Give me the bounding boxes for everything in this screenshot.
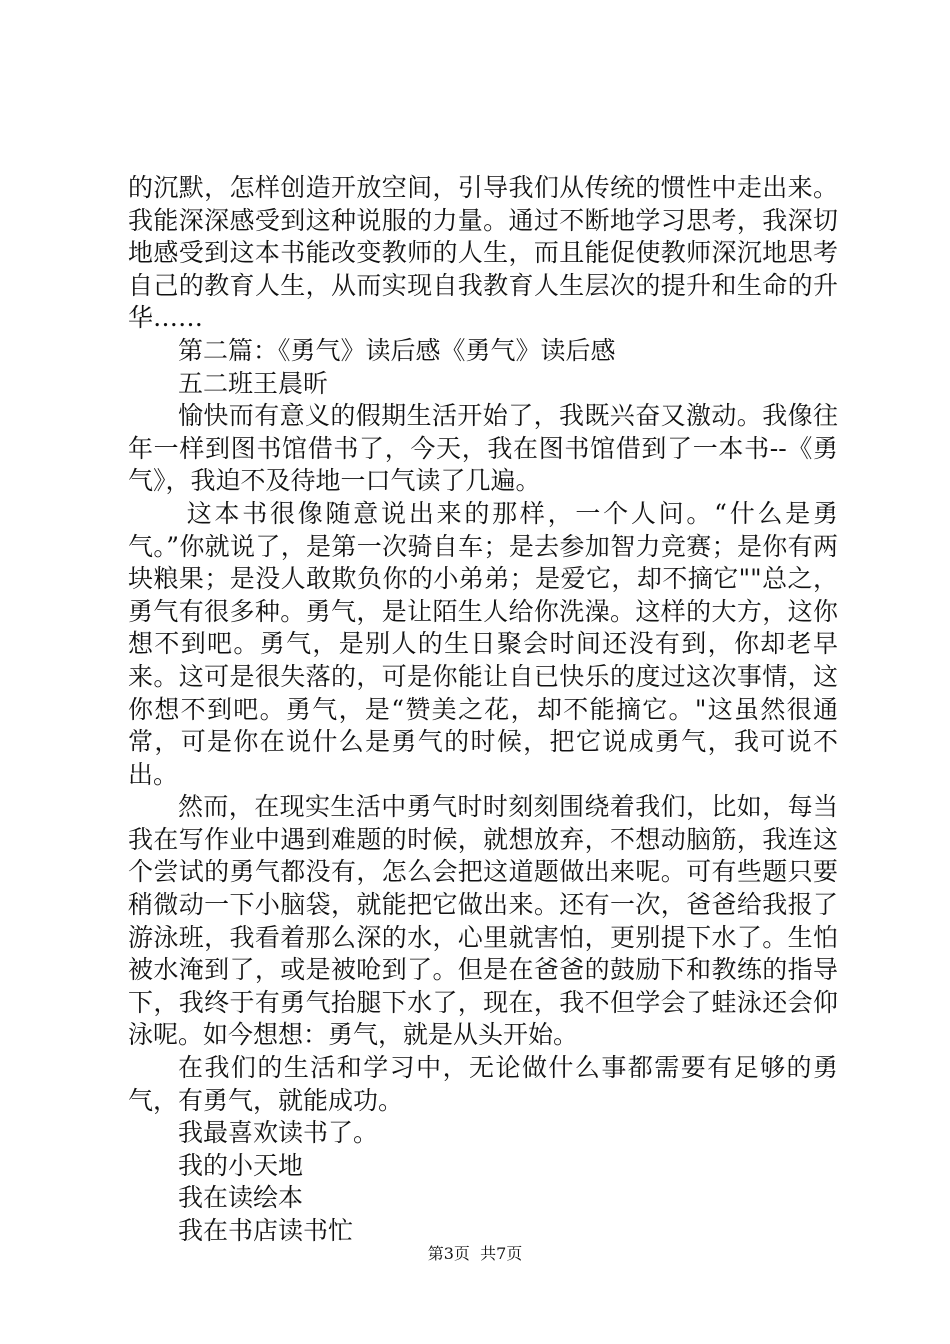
page-footer xyxy=(0,1244,950,1264)
paragraph: 这本书很像随意说出来的那样，一个人问。“什么是勇气。”你就说了，是第一次骑自车；是去参加智力竞赛；是你有两块粮果；是没人敢欺负你的小弟弟；是爱它，却不摘它""总之，勇气有很多种。勇气，是让陌生人给你洗澡。这样的大方，这你想不到吧。勇气，是别人的生日聚会时间还没有到，你却老早来。这可是很失落的，可是你能让自已快乐的度过这次事情，这你想不到吧。勇气，是“赞美之花，却不能摘它。"这虽然很通常，可是你在说什么是勇气的时候，把它说成勇气，我可说不出。 xyxy=(128,498,838,789)
paragraph: 然而，在现实生活中勇气时时刻刻围绕着我们，比如，每当我在写作业中遇到难题的时候，就想放弃，不想动脑筋，我连这个尝试的勇气都没有，怎么会把这道题做出来呢。可有些题只要稍微动一下小脑袋，就能把它做出来。还有一次，爸爸给我报了游泳班，我看着那么深的水，心里就害怕，更别提下水了。生怕被水淹到了，或是被呛到了。但是在爸爸的鼓励下和教练的指导下，我终于有勇气抬腿下水了，现在，我不但学会了蛙泳还会仰泳呢。如今想想：勇气，就是从头开始。 xyxy=(128,792,838,1050)
document-body xyxy=(128,172,838,1248)
section-heading: 第二篇：《勇气》读后感《勇气》读后感 xyxy=(178,335,616,365)
page-number: 第3页 共7页 xyxy=(427,1244,523,1263)
paragraph: 我在书店读书忙 xyxy=(178,1216,354,1245)
paragraph: 在我们的生活和学习中，无论做什么事都需要有足够的勇气，有勇气，就能成功。 xyxy=(128,1053,838,1115)
author-line: 五二班王晨昕 xyxy=(178,368,329,398)
paragraph: 愉快而有意义的假期生活开始了，我既兴奋又激动。我像往年一样到图书馆借书了，今天，我在图书馆借到了一本书--《勇气》，我迫不及待地一口气读了几遍。 xyxy=(128,401,838,496)
paragraph: 我最喜欢读书了。 xyxy=(178,1118,379,1148)
paragraph-continuation: 的沉默，怎样创造开放空间，引导我们从传统的惯性中走出来。我能深深感受到这种说服的力量。通过不断地学习思考，我深切地感受到这本书能改变教师的人生，而且能促使教师深沉地思考自己的教育人生，从而实现自我教育人生层次的提升和生命的升华…… xyxy=(128,173,838,333)
paragraph: 我的小天地 xyxy=(178,1150,304,1180)
paragraph: 我在读绘本 xyxy=(178,1183,304,1213)
